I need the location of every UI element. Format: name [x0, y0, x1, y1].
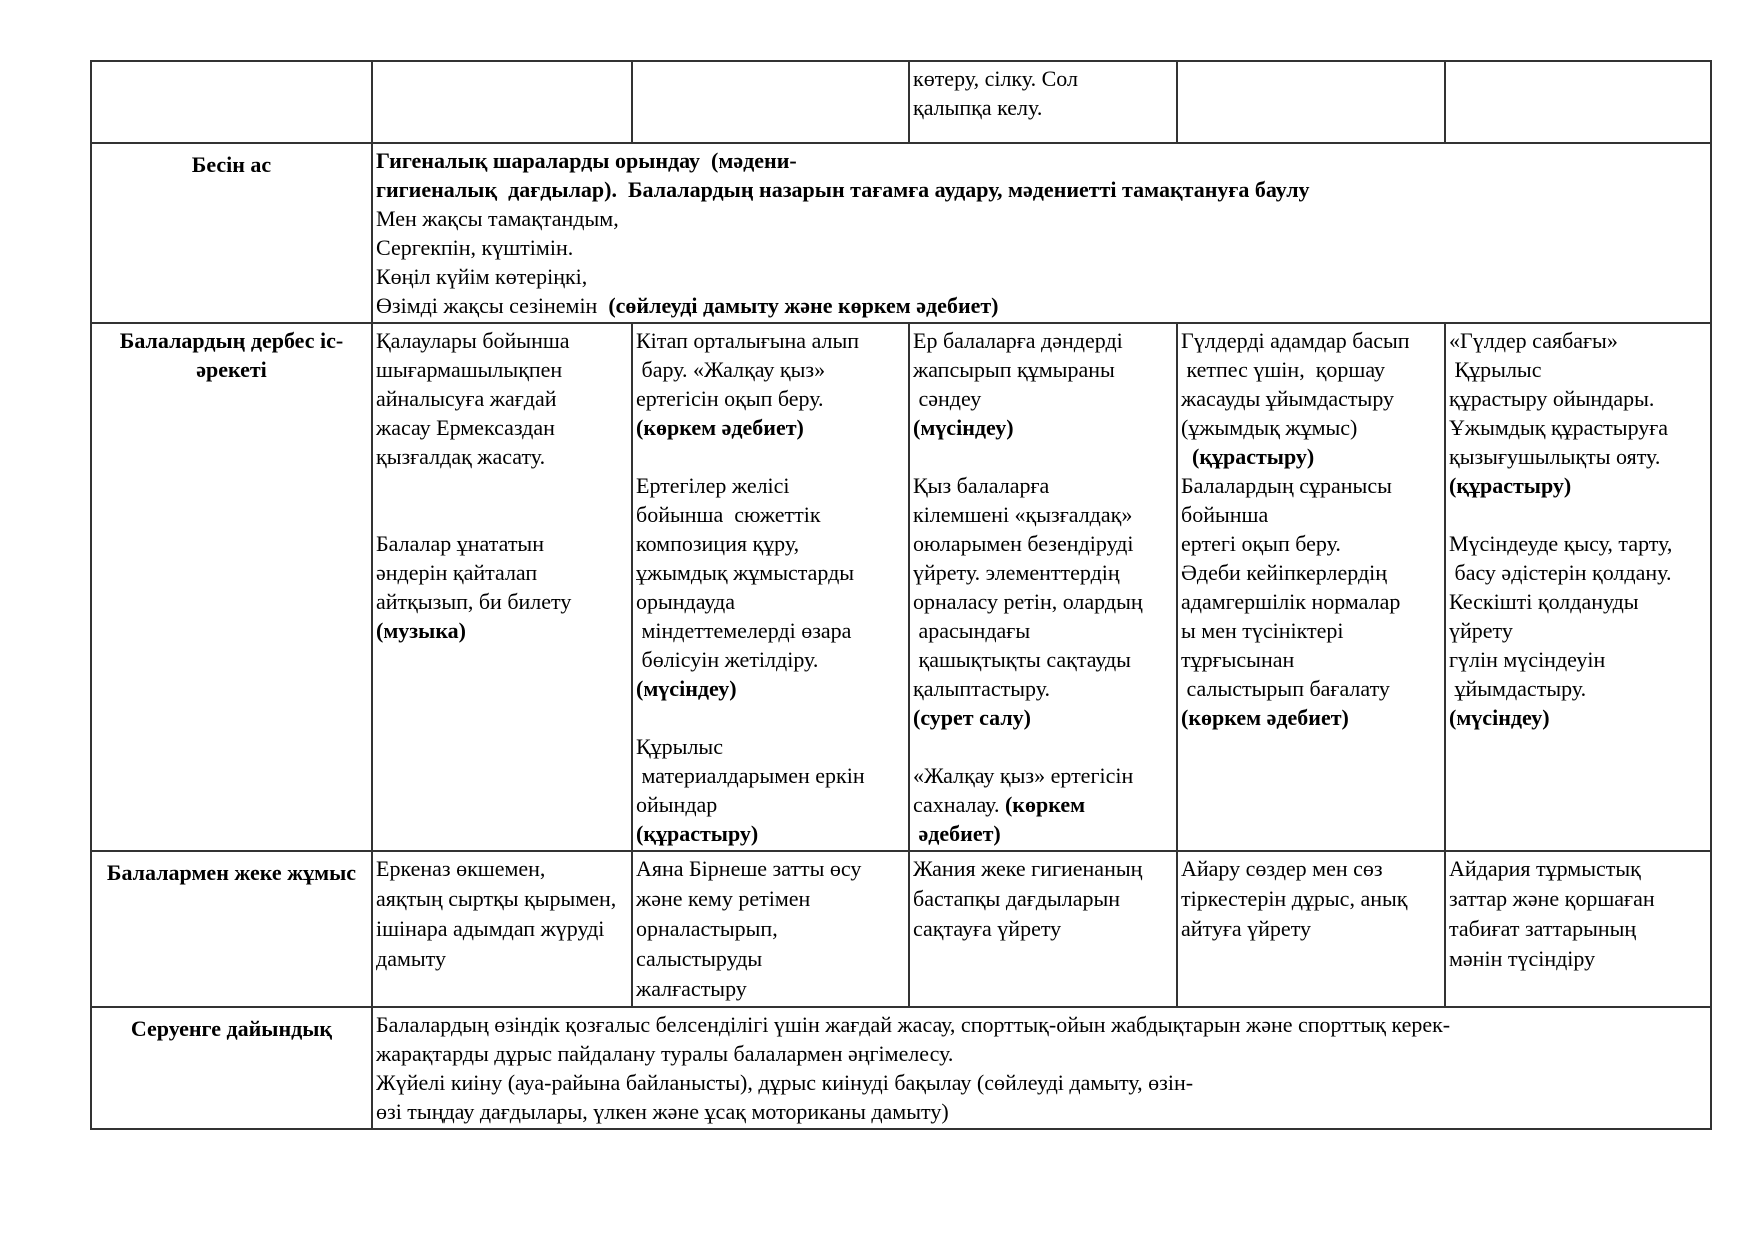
document-page — [90, 60, 1712, 1130]
text-line — [913, 732, 1173, 761]
poem-line: Сергекпін, күштімін. — [376, 235, 574, 260]
text-line: бару. «Жалқау қыз» — [636, 357, 826, 382]
text-line: тіркестерін дұрыс, анық — [1181, 886, 1408, 911]
text-line: мәнін түсіндіру — [1449, 946, 1596, 971]
text-line: орналасу ретін, олардың — [913, 589, 1143, 614]
cell-day-2 — [632, 323, 909, 851]
text-line: Еркеназ өкшемен, — [376, 856, 546, 881]
text-line: жалғастыру — [636, 976, 747, 1001]
cell-day-1 — [372, 323, 632, 851]
row-label: Балалардың дербес іс-әрекеті — [91, 323, 372, 851]
subject-tag: (көркем әдебиет) — [636, 415, 804, 440]
text-line: Ер балаларға дәндерді — [913, 328, 1123, 353]
text-line: сахналау. — [913, 792, 1000, 817]
subject-tag: (құрастыру) — [1449, 473, 1572, 498]
text-line: Қалаулары бойынша — [376, 328, 570, 353]
cell-day-3 — [909, 323, 1177, 851]
text-line: әндерін қайталап — [376, 560, 538, 585]
text-line: заттар және қоршаған — [1449, 886, 1655, 911]
text-line — [636, 442, 905, 471]
text-line: ертегі оқып беру. — [1181, 531, 1341, 556]
text-line: ішінара адымдап жүруді — [376, 916, 605, 941]
text-line: аяқтың сыртқы қырымен, — [376, 886, 617, 911]
text-line: ойындар — [636, 792, 718, 817]
subject-tag: әдебиет) — [913, 821, 1001, 846]
text-line: Айару сөздер мен сөз — [1181, 856, 1383, 881]
cell-day-1 — [372, 851, 632, 1007]
text-line: құрастыру ойындары. — [1449, 386, 1655, 411]
text-line: салыстырып бағалату — [1181, 676, 1390, 701]
text-line: міндеттемелерді өзара — [636, 618, 852, 643]
text-line: Ұжымдық құрастыруға — [1449, 415, 1669, 440]
subject-tag: (мүсіндеу) — [1449, 705, 1550, 730]
text-line: (ұжымдық жұмыс) — [1181, 415, 1358, 440]
text-line: айтқызып, би билету — [376, 589, 572, 614]
text-line: ертегісін оқып беру. — [636, 386, 824, 411]
row-label: Балалармен жеке жұмыс — [91, 851, 372, 1007]
cell-day-5 — [1445, 851, 1711, 1007]
table-row-seruen — [91, 1007, 1711, 1129]
text-line — [913, 790, 1173, 819]
merged-cell — [372, 143, 1711, 323]
subject-tag: (мүсіндеу) — [913, 415, 1014, 440]
poem-line: Көңіл күйім көтеріңкі, — [376, 264, 588, 289]
text-line: табиғат заттарының — [1449, 916, 1637, 941]
text-line: айналысуға жағдай — [376, 386, 557, 411]
text-line: Балалар ұнататын — [376, 531, 544, 556]
hygiene-heading-cont: гигиеналық дағдылар). Балалардың назарын тағамға аудару, мәдениетті тамақтануға баулу — [376, 177, 1310, 202]
text-line — [376, 471, 628, 500]
text-line: бойынша — [1181, 502, 1269, 527]
schedule-table — [90, 60, 1712, 1130]
text-line: ұйымдастыру. — [1449, 676, 1587, 701]
cell-day-2 — [632, 61, 909, 143]
text-line: Кескішті қолдануды — [1449, 589, 1639, 614]
text-line: орындауда — [636, 589, 735, 614]
text-line: кілемшені «қызғалдақ» — [913, 502, 1133, 527]
subject-tag: (көркем — [1004, 792, 1086, 817]
text-line: үйрету. элементтердің — [913, 560, 1120, 585]
table-row-besin-as — [91, 143, 1711, 323]
text-line: қашықтықты сақтауды — [913, 647, 1131, 672]
text-line: және кему ретімен — [636, 886, 811, 911]
text-line: тұрғысынан — [1181, 647, 1295, 672]
text-line: Жүйелі киіну (ауа-райына байланысты), дұрыс киінуді бақылау (сөйлеуді дамыту, өзін- — [376, 1070, 1194, 1095]
subject-tag: (құрастыру) — [636, 821, 759, 846]
subject-tag: (мүсіндеу) — [636, 676, 737, 701]
text-line: қызығушылықты ояту. — [1449, 444, 1661, 469]
text-line: жасауды ұйымдастыру — [1181, 386, 1395, 411]
cell-day-4 — [1177, 323, 1445, 851]
text-line: қалыпқа келу. — [913, 95, 1043, 120]
cell-day-2 — [632, 851, 909, 1007]
text-line: Балалардың сұранысы — [1181, 473, 1392, 498]
text-line: жасау Ермексаздан — [376, 415, 555, 440]
text-line — [1449, 500, 1707, 529]
text-line — [376, 500, 628, 529]
text-line: өзі тыңдау дағдылары, үлкен және ұсақ моториканы дамыту) — [376, 1099, 949, 1124]
text-line: орналастырып, — [636, 916, 778, 941]
text-line — [636, 703, 905, 732]
text-line: айтуға үйрету — [1181, 916, 1312, 941]
cell-day-3 — [909, 851, 1177, 1007]
text-line: қызғалдақ жасату. — [376, 444, 546, 469]
text-line: қалыптастыру. — [913, 676, 1050, 701]
poem-line: Өзімді жақсы сезінемін — [376, 293, 598, 318]
text-line — [913, 442, 1173, 471]
text-line: гүлін мүсіндеуін — [1449, 647, 1606, 672]
text-line: «Жалқау қыз» ертегісін — [913, 763, 1134, 788]
poem-line: Мен жақсы тамақтандым, — [376, 206, 619, 231]
text-line: адамгершілік нормалар — [1181, 589, 1401, 614]
text-line: кетпес үшін, қоршау — [1181, 357, 1385, 382]
text-line: Кітап орталығына алып — [636, 328, 860, 353]
text-line: үйрету — [1449, 618, 1513, 643]
text-line: Ертегілер желісі — [636, 473, 790, 498]
text-line: Әдеби кейіпкерлердің — [1181, 560, 1388, 585]
text-line: Айдария тұрмыстық — [1449, 856, 1641, 881]
merged-cell — [372, 1007, 1711, 1129]
subject-tag: (көркем әдебиет) — [1181, 705, 1349, 730]
text-line: бастапқы дағдыларын — [913, 886, 1121, 911]
text-line: көтеру, сілку. Сол — [913, 66, 1078, 91]
text-line: шығармашылықпен — [376, 357, 563, 382]
cell-day-5 — [1445, 323, 1711, 851]
table-row-continuation — [91, 61, 1711, 143]
text-line: оюларымен безендіруді — [913, 531, 1134, 556]
text-line: бойынша сюжеттік — [636, 502, 821, 527]
text-line: Қыз балаларға — [913, 473, 1050, 498]
table-row-derbes — [91, 323, 1711, 851]
table-row-jeke — [91, 851, 1711, 1007]
text-line: Аяна Бірнеше затты өсу — [636, 856, 862, 881]
text-line: Мүсіндеуде қысу, тарту, — [1449, 531, 1673, 556]
text-line: басу әдістерін қолдану. — [1449, 560, 1672, 585]
text-line: Құрылыс — [636, 734, 723, 759]
text-line: ы мен түсініктері — [1181, 618, 1344, 643]
cell-day-3 — [909, 61, 1177, 143]
text-line: арасындағы — [913, 618, 1031, 643]
cell-day-1 — [372, 61, 632, 143]
text-line: бөлісуін жетілдіру. — [636, 647, 819, 672]
subject-tag: (сурет салу) — [913, 705, 1032, 730]
text-line: жапсырып құмыраны — [913, 357, 1115, 382]
text-line: сақтауға үйрету — [913, 916, 1062, 941]
text-line: Құрылыс — [1449, 357, 1542, 382]
subject-tag: (құрастыру) — [1181, 444, 1315, 469]
text-line: «Гүлдер саябағы» — [1449, 328, 1618, 353]
row-label: Бесін ас — [91, 143, 372, 323]
row-label: Серуенге дайындық — [91, 1007, 372, 1129]
text-line: композиция құру, — [636, 531, 800, 556]
text-line: салыстыруды — [636, 946, 763, 971]
subject-tag: (музыка) — [376, 618, 466, 643]
cell-day-4 — [1177, 61, 1445, 143]
text-line: ұжымдық жұмыстарды — [636, 560, 855, 585]
hygiene-heading: Гигеналық шараларды орындау (мәдени- — [376, 148, 797, 173]
text-line: жарақтарды дұрыс пайдалану туралы балалармен әңгімелесу. — [376, 1041, 954, 1066]
row-label — [91, 61, 372, 143]
text-line: Балалардың өзіндік қозғалыс белсенділігі үшін жағдай жасау, спорттық-ойын жабдықтарын және спорттық керек- — [376, 1012, 1451, 1037]
cell-day-4 — [1177, 851, 1445, 1007]
text-line: материалдарымен еркін — [636, 763, 865, 788]
text-line: дамыту — [376, 946, 446, 971]
text-line: Гүлдерді адамдар басып — [1181, 328, 1410, 353]
text-line: сәндеу — [913, 386, 982, 411]
subject-tag: (сөйлеуді дамыту және көркем әдебиет) — [608, 293, 999, 318]
text-line: Жания жеке гигиенаның — [913, 856, 1143, 881]
cell-day-5 — [1445, 61, 1711, 143]
